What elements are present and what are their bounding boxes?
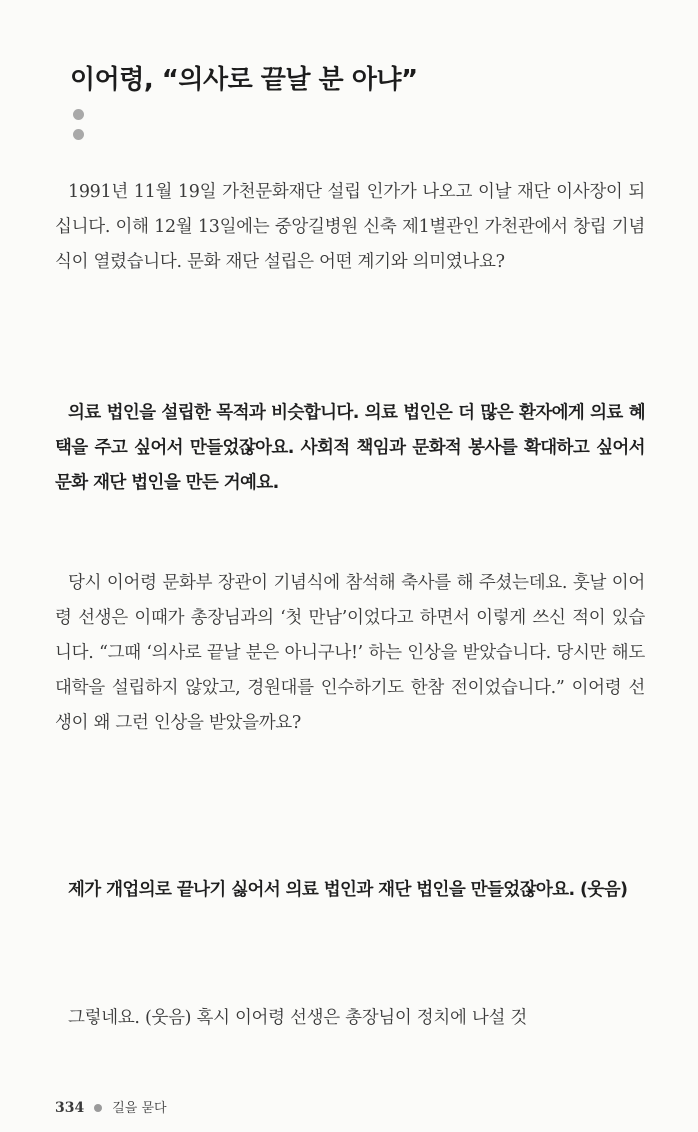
chapter-title: 이어령, “의사로 끝날 분 아냐” [70,65,418,96]
answer-paragraph: 의료 법인을 설립한 목적과 비슷합니다. 의료 법인은 더 많은 환자에게 의료 혜택을 주고 싶어서 만들었잖아요. 사회적 책임과 문화적 봉사를 확대하고 싶어서 문화 재단 법인을 만든 거예요. [55,403,645,493]
running-book-title: 길을 묻다 [112,1101,167,1116]
question-paragraph: 1991년 11월 19일 가천문화재단 설립 인가가 나오고 이날 재단 이사장이 되십니다. 이해 12월 13일에는 중앙길병원 신축 제1별관인 가천관에서 창립 기념식이 열렸습니다. 문화 재단 설립은 어떤 계기와 의미였나요? [55,182,645,272]
page-footer [55,1097,167,1116]
title-ornament-dot [73,129,84,140]
footer-separator-dot [94,1104,102,1112]
page-number: 334 [55,1100,85,1116]
question-paragraph: 그렇네요. (웃음) 혹시 이어령 선생은 총장님이 정치에 나설 것 [68,1008,527,1028]
title-ornament-dot [73,109,84,120]
answer-paragraph: 제가 개업의로 끝나기 싫어서 의료 법인과 재단 법인을 만들었잖아요. (웃음) [68,880,628,900]
question-paragraph: 당시 이어령 문화부 장관이 기념식에 참석해 축사를 해 주셨는데요. 훗날 이어령 선생은 이때가 총장님과의 ‘첫 만남’이었다고 하면서 이렇게 쓰신 적이 있습니다. “그때 ‘의사로 끝날 분은 아니구나!’ 하는 인상을 받았습니다. 당시만 해도 대학을 설립하지 않았고, 경원대를 인수하기도 한참 전이었습니다.” 이어령 선생이 왜 그런 인상을 받았을까요? [55,573,645,733]
